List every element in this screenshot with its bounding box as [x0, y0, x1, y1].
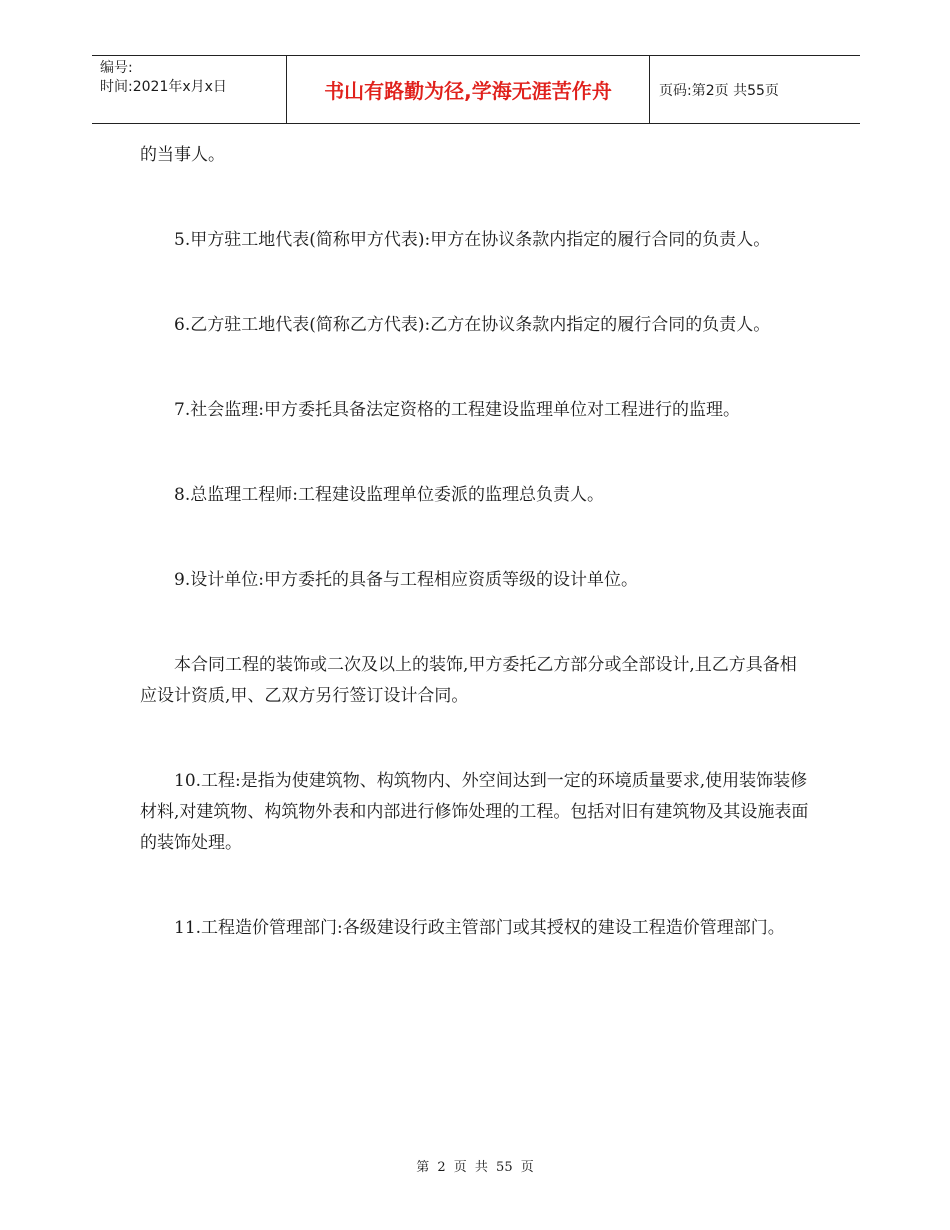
page-header [92, 55, 860, 124]
header-page-info: 页码:第2页 共55页 [659, 82, 779, 99]
paragraph-item-9: 9.设计单位:甲方委托的具备与工程相应资质等级的设计单位。 [174, 570, 638, 590]
paragraph-item-5: 5.甲方驻工地代表(简称甲方代表):甲方在协议条款内指定的履行合同的负责人。 [174, 230, 771, 250]
paragraph-design-note: 本合同工程的装饰或二次及以上的装饰,甲方委托乙方部分或全部设计,且乙方具备相应设计资质,甲、乙双方另行签订设计合同。 [140, 655, 797, 706]
page-footer: 第 2 页 共 55 页 [416, 1160, 534, 1175]
header-meta [92, 56, 287, 123]
header-motto: 书山有路勤为径,学海无涯苦作舟 [287, 56, 650, 123]
paragraph-item-8: 8.总监理工程师:工程建设监理单位委派的监理总负责人。 [174, 485, 604, 505]
code-label: 编号: [100, 60, 133, 76]
paragraph-item-11: 11.工程造价管理部门:各级建设行政主管部门或其授权的建设工程造价管理部门。 [174, 918, 785, 938]
paragraph-item-10: 10.工程:是指为使建筑物、构筑物内、外空间达到一定的环境质量要求,使用装饰装修材料,对建筑物、构筑物外表和内部进行修饰处理的工程。包括对旧有建筑物及其设施表面的装饰处理。 [140, 771, 809, 853]
time-label: 时间:2021年x月x日 [100, 79, 227, 95]
document-body [140, 140, 812, 998]
paragraph-item-6: 6.乙方驻工地代表(简称乙方代表):乙方在协议条款内指定的履行合同的负责人。 [174, 315, 771, 335]
paragraph-item-7: 7.社会监理:甲方委托具备法定资格的工程建设监理单位对工程进行的监理。 [174, 400, 740, 420]
paragraph-continuation: 的当事人。 [140, 145, 225, 165]
